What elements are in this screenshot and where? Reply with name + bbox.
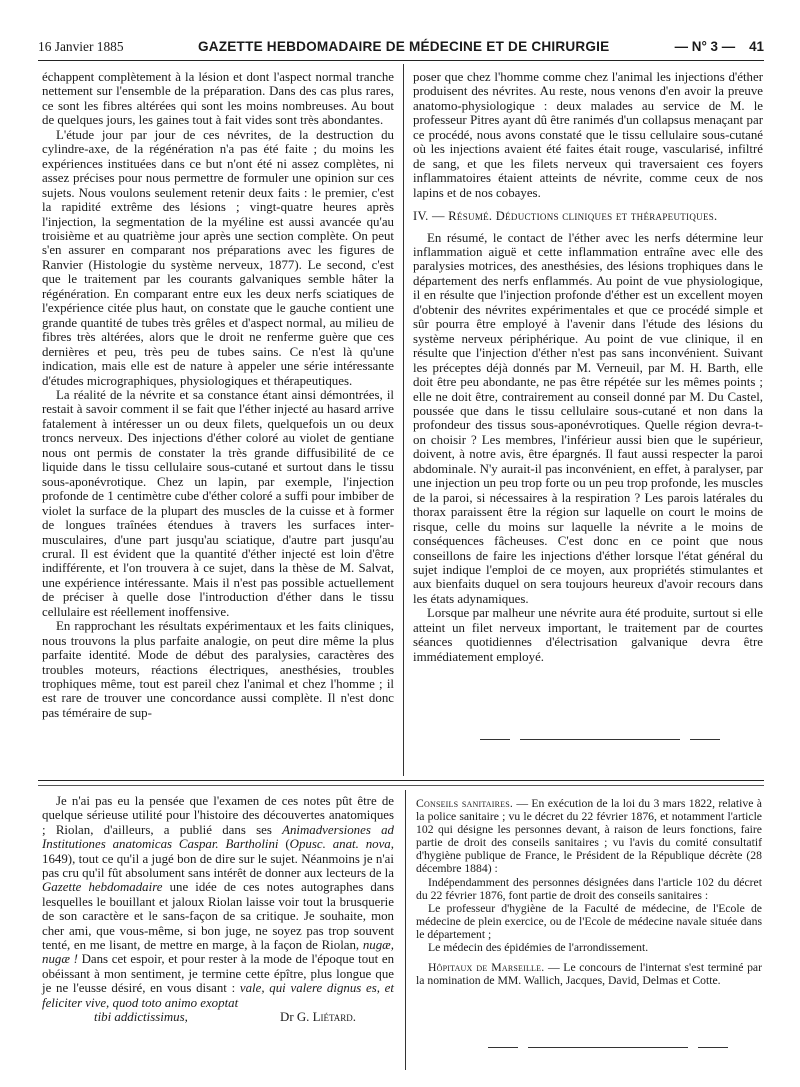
ornamental-rule <box>470 738 730 742</box>
notice-heading-conseils: Conseils sanitaires. <box>416 797 513 810</box>
notice-paragraph-3: Le professeur d'hygiène de la Faculté de médecine, de l'Ecole de médecine de plein exercice, ou de l'Ecole de médecine navale située dans le département ; <box>416 901 762 941</box>
letter-paragraph: Je n'ai pas eu la pensée que l'examen de ces notes pût être de quelque sérieuse utilité pour l'histoire des découvertes anatomiques ; Riolan, d'ailleurs, a publié dans ses Animadversiones ad Institutiones anatomicas Caspar. Bartholini (Opusc. anat. nova, 1649), tout ce qu'il a jugé bon de dire sur le sujet. Néanmoins je n'ai pas cru qu'il fût absolument sans intérêt de donner aux lecteurs de la Gazette hebdomadaire une idée de ces notes autographes dans lesquelles le bouillant et jaloux Riolan laisse voir tout la brusquerie de son caractère et le sans-façon de sa critique. Je souhaite, mon cher ami, que vous-même, si bon juge, ne soyez pas trop souvent tenté, en me lisant, de mettre en marge, à la façon de Riolan, nugæ, nugæ ! Dans cet espoir, et pour rester à la mode de l'époque tout en obéissant à mon sentiment, je termine cette épître, plus longue que je ne l'eusse désiré, en vous disant : vale, qui valere dignus es, et feliciter vive, quod toto animo exoptat <box>42 794 395 1010</box>
letter-continuation <box>42 794 394 1026</box>
left-column <box>42 70 394 770</box>
left-paragraph-2: L'étude jour par jour de ces névrites, de la destruction du cylindre-axe, de la régénération n'a pas été faite ; du moins les expériences instituées dans ce but n'ont été ni assez complètes, ni assez précises pour nous permettre de formuler une opinion sur ces sujets. Nous voulons seulement retenir deux faits : le premier, c'est la rapidité extrême des lésions ; vingt-quatre heures après l'injection, la segmentation de la myéline est aussi avancée qu'au troisième et au quatrième jour après une section complète. On peut s'en assurer en comparant nos préparations avec les figures de Ranvier (Histologie du système nerveux, 1877). Le second, c'est que le traitement par les courants galvaniques semble hâter la régénération. En comparant entre eux les deux nerfs sciatiques de l'expérience citée plus haut, on constate que le gauche contient une grande quantité de tubes très grêles et d'aspect normal, au milieu de fibres très altérées, alors que le droit ne renferme guère que ces dernières et peu, très peu de tubes sains. Ce n'est là qu'une indication, mais elle est de nature à appeler une série intéressante d'études micrographiques, physiologiques et thérapeutiques. <box>42 127 394 388</box>
section-number: IV. — <box>413 209 445 224</box>
header-date: 16 Janvier 1885 <box>38 39 124 54</box>
left-paragraph-3: La réalité de la névrite et sa constance étant ainsi démontrées, il restait à savoir comment il se fait que l'éther injecté au hasard arrive fatalement à intéresser un ou deux filets, quelquefois un ou deux troncs nerveux. Des injections d'éther coloré au violet de gentiane nous ont permis de constater la très grande diffusibilité de ce liquide dans le tissu cellulaire sous-cutané et surtout dans le tissu sous-aponévrotique. Chez un lapin, par exemple, l'injection profonde de 1 centimètre cube d'éther coloré a suffi pour imbiber de violet la surface de la plupart des muscles de la cuisse et à former de longues traînées étendues à travers les surfaces inter-musculaires, d'une part jusqu'au sciatique, d'autre part jusqu'au crural. Il est évident que la quantité d'éther injecté est loin d'être indifférente, et l'on trouvera à ce sujet, dans la thèse de M. Salvat, une expérience intéressante. Mais il n'est pas possible actuellement de préciser à quelle dose l'introduction d'éther dans le tissu cellulaire est réellement inoffensive. <box>42 387 394 619</box>
letter-signature <box>42 1010 394 1026</box>
bottom-section-rule <box>38 780 764 781</box>
running-header <box>38 38 764 56</box>
ornamental-rule-bottom <box>478 1046 738 1050</box>
bottom-section-rule-thin <box>38 785 764 786</box>
header-title: GAZETTE HEBDOMADAIRE DE MÉDECINE ET DE CHIRURGIE <box>198 39 610 54</box>
notice-hopitaux-marseille: Hôpitaux de Marseille. — Le concours de l'internat s'est terminé par la nomination de MM. Wallich, Jacques, David, Delmas et Cotte. <box>416 961 762 988</box>
column-divider <box>403 64 404 776</box>
right-column <box>413 70 763 710</box>
signature-closing: tibi addictissimus, <box>94 1010 188 1025</box>
bottom-column-divider <box>405 790 406 1070</box>
left-paragraph-4: En rapprochant les résultats expérimentaux et les faits cliniques, nous trouvons la plus parfaite analogie, on peut dire même la plus parfaite identité. Mode de début des paralysies, caractères des troubles moteurs, réactions électriques, anesthésies, troubles trophiques même, tout est pareil chez l'animal et chez l'homme ; il est rare de trouver une concordance aussi complète. Il n'est donc pas téméraire de sup- <box>42 619 394 720</box>
right-paragraph-1: poser que chez l'homme comme chez l'animal les injections d'éther produisent des névrites. Au reste, nous venons d'en avoir la preuve anatomo-physiologique : deux malades au service de M. le professeur Pitres ayant dû être ranimés d'un collapsus menaçant par ce procédé, nous avons constaté que le tissu cellulaire sous-cutané où les injections avaient été faites était rouge, vascularisé, infiltré de sang, et que les filets nerveux qui traversaient ces foyers inflammatoires étaient atteints de névrite, comme ceux de nos lapins et de nos cobayes. <box>413 70 763 200</box>
header-page-number: 41 <box>749 39 764 54</box>
signature-author: Dr G. Liétard. <box>280 1010 356 1025</box>
left-paragraph-1: échappent complètement à la lésion et dont l'aspect normal tranche nettement sur l'ensemble de la préparation. Dans des cas plus rares, ce sont les fibres altérées qui sont les moins nombreuses. Au bout de quelques jours, les gaines tout à fait vides sont très abondantes. <box>42 70 394 128</box>
right-paragraph-2: En résumé, le contact de l'éther avec les nerfs détermine leur inflammation aiguë et cette inflammation entraîne avec elle des paralysies motrices, des anesthésies, des lésions trophiques dans le département des nerfs enflammés. Au point de vue physiologique, il en résulte que l'injection profonde d'éther est un excellent moyen d'obtenir des névrites expérimentales et que ce procédé simple et sûr pourra être employé à l'avenir dans l'étude des lésions du système nerveux périphérique. Au point de vue clinique, il en résulte que l'injection d'éther n'est pas sans inconvénient. Suivant les préceptes déjà donnés par M. Verneuil, par M. H. Barth, elle doit être peu abondante, ne pas être répétée sur les mêmes points ; elle ne doit être, contrairement au conseil donné par M. Du Castel, poussée que dans le tissu cellulaire sous-cutané et non dans la profondeur des tissus sous-aponévrotiques. Quelle région devra-t-on choisir ? Les membres, l'inférieur aussi bien que le supérieur, doivent, à notre avis, être épargnés. Il faut aussi respecter la paroi abdominale. N'y aurait-il pas inconvénient, en effet, à paralyser, par une injection un peu trop forte ou un peu trop profonde, les muscles de la paroi, si nécessaires à la respiration ? Les parois latérales du thorax paraissent être la région sur laquelle on court le moins de risque, celle du moins sur laquelle la névrite a le moins de conséquences fâcheuses. C'est donc en ce point que nous conseillons de faire les injections d'éther lorsque l'état général du sujet indique l'emploi de ce moyen, aux propriétés stimulantes et aux bienfaits duquel on sera toujours heureux d'avoir recours dans les états adynamiques. <box>413 230 763 606</box>
notice-heading-hopitaux: Hôpitaux de Marseille. <box>428 961 545 975</box>
section-title: Résumé. Déductions cliniques et thérapeutiques. <box>448 209 718 224</box>
header-issue-page <box>675 38 764 56</box>
header-rule <box>38 60 764 61</box>
right-paragraph-3: Lorsque par malheur une névrite aura été produite, surtout si elle atteint un filet nerveux important, le traitement par de courtes séances quotidiennes d'électrisation galvanique devra être immédiatement employé. <box>413 606 763 664</box>
section-heading <box>413 209 763 223</box>
news-notices <box>416 797 762 987</box>
notice-paragraph-2: Indépendamment des personnes désignées dans l'article 102 du décret du 22 février 1876, font partie de droit des conseils sanitaires : <box>416 875 762 902</box>
notice-conseils-sanitaires: Conseils sanitaires. — En exécution de la loi du 3 mars 1822, relative à la police sanitaire ; vu le décret du 22 février 1876, et notamment l'article 102 qui désigne les personnes devant, à raison de leurs fonctions, faire partie de droit des conseils sanitaires ; vu l'avis du comité consultatif d'hygiène publique de France, le Président de la République décrète (28 décembre 1884) : <box>416 797 762 876</box>
header-issue: — N° 3 — <box>674 39 736 54</box>
notice-paragraph-4: Le médecin des épidémies de l'arrondissement. <box>428 941 649 955</box>
